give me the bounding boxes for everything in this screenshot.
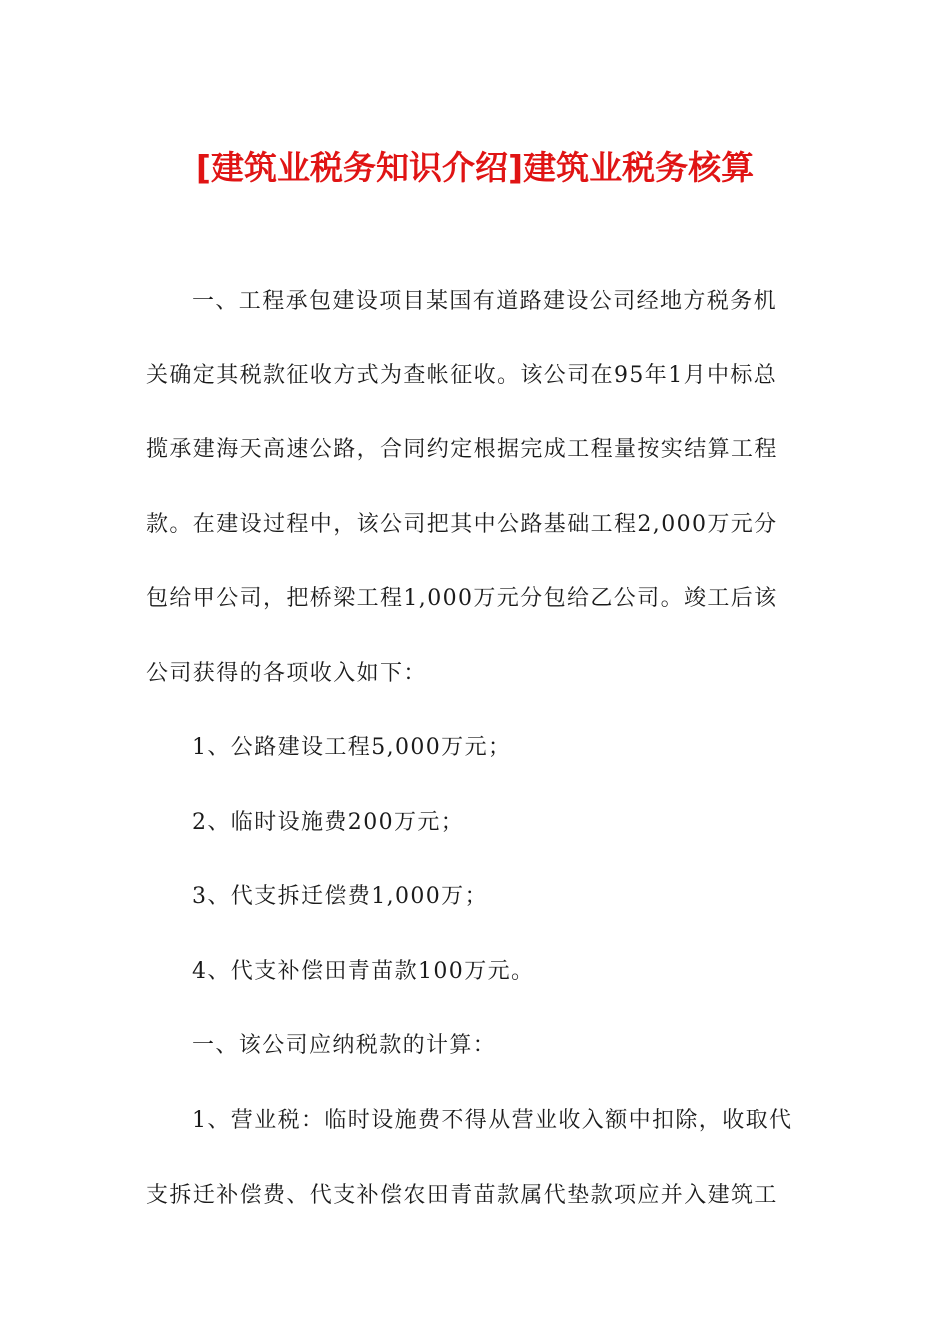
list-item: 3、代支拆迁偿费1,000万； bbox=[192, 884, 488, 909]
paragraph-line: 公司获得的各项收入如下： bbox=[146, 661, 427, 686]
section-heading: 一、该公司应纳税款的计算： bbox=[192, 1033, 497, 1058]
paragraph-line: 包给甲公司，把桥梁工程1,000万元分包给乙公司。竣工后该 bbox=[146, 586, 778, 611]
list-item: 2、临时设施费200万元； bbox=[192, 810, 465, 835]
paragraph-line: 款。在建设过程中，该公司把其中公路基础工程2,000万元分 bbox=[146, 512, 778, 537]
document-title: [建筑业税务知识介绍]建筑业税务核算 bbox=[195, 148, 755, 187]
list-item: 4、代支补偿田青苗款100万元。 bbox=[192, 959, 535, 984]
paragraph-line: 揽承建海天高速公路，合同约定根据完成工程量按实结算工程 bbox=[146, 437, 778, 462]
paragraph-line: 一、工程承包建设项目某国有道路建设公司经地方税务机 bbox=[192, 289, 778, 314]
list-item: 1、公路建设工程5,000万元； bbox=[192, 735, 512, 760]
paragraph-line: 支拆迁补偿费、代支补偿农田青苗款属代垫款项应并入建筑工 bbox=[146, 1183, 778, 1208]
paragraph-line: 1、营业税：临时设施费不得从营业收入额中扣除，收取代 bbox=[192, 1108, 793, 1133]
paragraph-line: 关确定其税款征收方式为查帐征收。该公司在95年1月中标总 bbox=[146, 363, 778, 388]
